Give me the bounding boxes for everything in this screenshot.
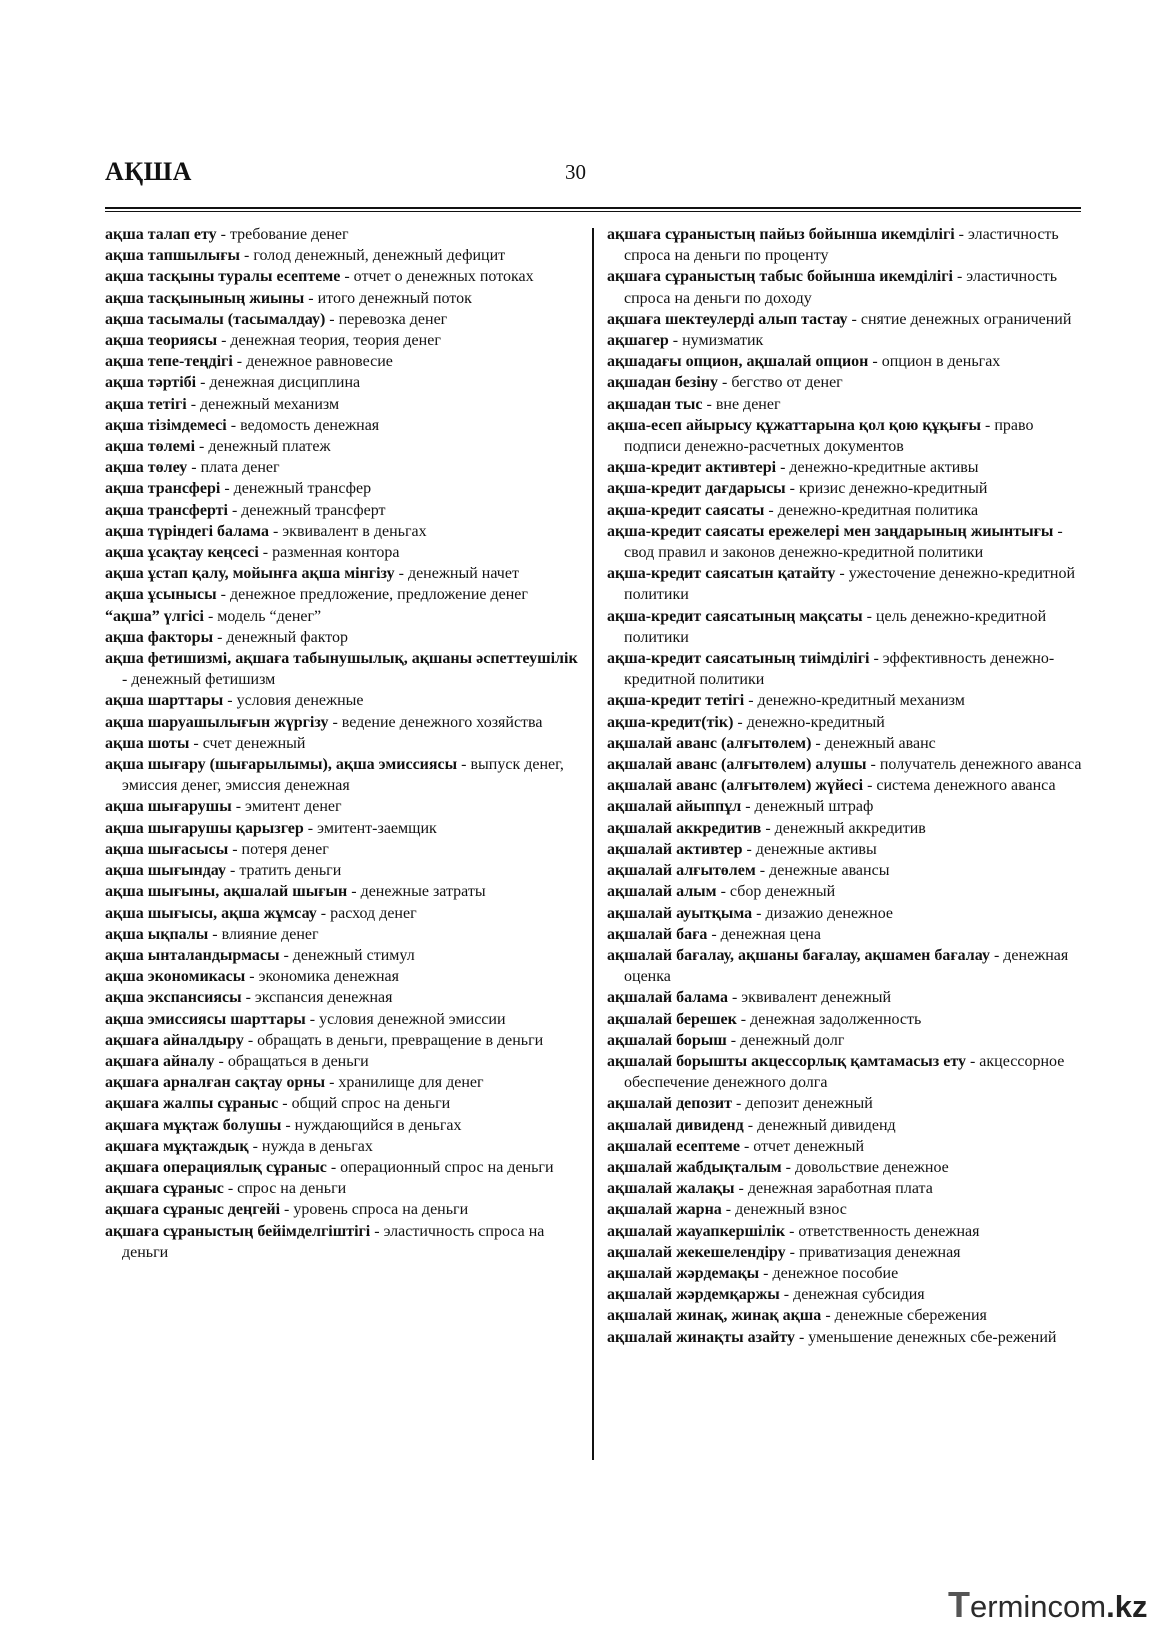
left-column: [105, 224, 581, 1263]
entry-term: ақша-кредит тетігі: [607, 692, 745, 710]
entry-term: ақшалай дивиденд: [607, 1116, 744, 1134]
dictionary-entry: [607, 457, 1083, 478]
entry-term: ақшаға арналған сақтау орны: [105, 1074, 326, 1092]
entry-term: ақшаға сұраныстың пайыз бойынша икемділігі: [607, 226, 955, 243]
entry-term: ақша шарттары: [105, 692, 224, 710]
dictionary-entry: [607, 690, 1083, 711]
entry-definition: - денежный фактор: [213, 628, 349, 646]
entry-definition: - денежная дисциплина: [196, 374, 361, 392]
entry-definition: - денежный механизм: [186, 395, 340, 413]
entry-definition: - денежная теория, теория денег: [217, 332, 441, 350]
dictionary-entry: [105, 563, 581, 584]
entry-term: ақшаға мұқтаж болушы: [105, 1116, 282, 1134]
entry-definition: - денежная оценка: [624, 946, 1069, 986]
entry-definition: - влияние денег: [208, 925, 319, 943]
entry-definition: - денежный фетишизм: [122, 671, 276, 689]
dictionary-entry: [105, 754, 581, 796]
entry-term: ақша-кредит саясатының мақсаты: [607, 607, 863, 625]
entry-term: ақшалай жекешелендіру: [607, 1243, 786, 1261]
dictionary-entry: [607, 1136, 1083, 1157]
entry-definition: - ответственность денежная: [785, 1222, 980, 1240]
dictionary-entry: [607, 372, 1083, 393]
entry-term: ақша тапшылығы: [105, 247, 241, 265]
entry-term: ақшалай айыппұл: [607, 798, 742, 816]
entry-definition: - денежно-кредитный механизм: [744, 692, 965, 710]
entry-definition: - денежная субсидия: [779, 1286, 925, 1304]
entry-term: ақшалай активтер: [607, 840, 743, 858]
entry-term: ақша төлеу: [105, 459, 188, 477]
dictionary-entry: [607, 1009, 1083, 1030]
entry-definition: - денежное равновесие: [232, 353, 393, 371]
entry-definition: - денежный взнос: [721, 1201, 847, 1219]
entry-term: ақшадағы опцион, ақшалай опцион: [607, 353, 869, 371]
entry-term: ақшаға айналу: [105, 1052, 215, 1070]
dictionary-entry: [607, 648, 1083, 690]
dictionary-entry: [105, 330, 581, 351]
dictionary-entry: [105, 500, 581, 521]
header-rule: [105, 207, 1081, 209]
entry-definition: - право подписи денежно-расчетных документов: [624, 416, 1034, 456]
entry-definition: - счет денежный: [189, 734, 306, 752]
entry-definition: - итого денежный поток: [304, 289, 472, 307]
dictionary-entry: [105, 796, 581, 817]
dictionary-entry: [105, 924, 581, 945]
dictionary-entry: [105, 606, 581, 627]
entry-definition: - требование денег: [216, 226, 349, 243]
dictionary-entry: [105, 881, 581, 902]
dictionary-entry: [105, 987, 581, 1008]
entry-term: ақшаға сұраныс деңгейі: [105, 1201, 281, 1219]
entry-definition: - эмитент-заемщик: [303, 819, 437, 837]
dictionary-entry: [607, 1178, 1083, 1199]
entry-definition: - потеря денег: [228, 840, 329, 858]
dictionary-entry: [105, 521, 581, 542]
entry-term: ақшалай аванс (алғытөлем): [607, 734, 812, 752]
dictionary-entry: [105, 966, 581, 987]
entry-definition: - перевозка денег: [325, 310, 448, 328]
entry-term: ақша шығысы, ақша жұмсау: [105, 904, 317, 922]
entry-term: ақшалай аккредитив: [607, 819, 762, 837]
entry-term: ақша шығарушы: [105, 798, 232, 816]
right-column: [607, 224, 1083, 1348]
entry-definition: - обращать в деньги, превращение в деньги: [243, 1031, 544, 1049]
entry-definition: - денежный штраф: [741, 798, 874, 816]
entry-term: ақша ұсынысы: [105, 586, 217, 604]
entry-definition: - нужда в деньгах: [248, 1137, 373, 1155]
entry-term: ақша тәртібі: [105, 374, 197, 392]
entry-term: ақшаға мұқтаждық: [105, 1137, 249, 1155]
entry-term: ақша тасымалы (тасымалдау): [105, 310, 326, 328]
dictionary-entry: [105, 478, 581, 499]
dictionary-entry: [607, 1284, 1083, 1305]
dictionary-entry: [105, 1178, 581, 1199]
entry-definition: - денежный долг: [726, 1031, 845, 1049]
entry-term: ақшалай жәрдемақы: [607, 1264, 760, 1282]
entry-term: ақша шығыны, ақшалай шығын: [105, 883, 348, 901]
entry-definition: - эластичность спроса на деньги по доходу: [624, 268, 1058, 307]
entry-term: ақша трансфері: [105, 480, 221, 498]
dictionary-entry: [105, 372, 581, 393]
dictionary-entry: [607, 266, 1083, 308]
entry-term: ақша-кредит саясатын қатайту: [607, 565, 836, 583]
dictionary-entry: [105, 1009, 581, 1030]
entry-term: ақша трансферті: [105, 501, 228, 519]
dictionary-entry: [607, 351, 1083, 372]
entry-definition: - общий спрос на деньги: [278, 1095, 451, 1113]
entry-term: ақшаға сұраныс: [105, 1180, 224, 1198]
entry-term: “ақша” үлгісі: [105, 607, 204, 625]
entry-definition: - вне денег: [702, 395, 781, 413]
entry-definition: - денежный стимул: [279, 946, 415, 964]
dictionary-entry: [607, 733, 1083, 754]
entry-term: ақшалай жәрдемқаржы: [607, 1286, 780, 1304]
dictionary-entry: [105, 712, 581, 733]
entry-definition: - расход денег: [316, 904, 417, 922]
entry-term: ақша-кредит(тік): [607, 713, 734, 731]
dictionary-entry: [105, 1136, 581, 1157]
dictionary-entry: [607, 796, 1083, 817]
entry-definition: - денежные авансы: [755, 862, 890, 880]
dictionary-entry: [607, 1093, 1083, 1114]
entry-term: ақша тепе-теңдігі: [105, 353, 233, 371]
entry-term: ақшалай бағалау, ақшаны бағалау, ақшамен бағалау: [607, 946, 990, 964]
dictionary-entry: [607, 1242, 1083, 1263]
entry-definition: - денежно-кредитный: [733, 713, 885, 731]
entry-term: ақша тетігі: [105, 395, 187, 413]
entry-term: ақшалай аванс (алғытөлем) алушы: [607, 756, 867, 774]
entry-term: ақша тасқыны туралы есептеме: [105, 268, 341, 286]
entry-definition: - выпуск денег, эмиссия денег, эмиссия денежная: [122, 756, 564, 795]
entry-term: ақшаға айналдыру: [105, 1031, 244, 1049]
entry-term: ақша ықпалы: [105, 925, 209, 943]
entry-definition: - денежный платеж: [195, 438, 331, 456]
entry-term: ақша шаруашылығын жүргізу: [105, 713, 329, 731]
dictionary-entry: [105, 415, 581, 436]
dictionary-entry: [105, 1072, 581, 1093]
entry-term: ақша шығару (шығарылымы), ақша эмиссиясы: [105, 756, 458, 774]
entry-term: ақша-кредит саясаты: [607, 501, 765, 519]
entry-definition: - отчет о денежных потоках: [340, 268, 534, 286]
dictionary-entry: [607, 563, 1083, 605]
dictionary-entry: [607, 1115, 1083, 1136]
entry-definition: - денежная цена: [707, 925, 821, 943]
entry-term: ақша-кредит дағдарысы: [607, 480, 786, 498]
dictionary-entry: [607, 394, 1083, 415]
entry-definition: - денежные сбережения: [821, 1307, 987, 1325]
dictionary-entry: [607, 818, 1083, 839]
dictionary-entry: [607, 478, 1083, 499]
entry-term: ақшаға шектеулерді алып тастау: [607, 310, 848, 328]
entry-definition: - свод правил и законов денежно-кредитной политики: [624, 522, 1063, 562]
entry-definition: - уровень спроса на деньги: [280, 1201, 469, 1219]
entry-definition: - тратить деньги: [225, 862, 342, 880]
dictionary-entry: [105, 1115, 581, 1136]
dictionary-entry: [105, 1199, 581, 1220]
dictionary-entry: [607, 1263, 1083, 1284]
entry-term: ақша тасқынының жиыны: [105, 289, 305, 307]
dictionary-entry: [607, 606, 1083, 648]
entry-term: ақша-есеп айырысу құжаттарына қол қою құқығы: [607, 416, 982, 434]
entry-term: ақшалай баға: [607, 925, 708, 943]
entry-definition: - ведение денежного хозяйства: [328, 713, 543, 731]
entry-definition: - нуждающийся в деньгах: [281, 1116, 462, 1134]
entry-term: ақша талап ету: [105, 226, 217, 243]
entry-term: ақшагер: [607, 332, 669, 350]
entry-definition: - акцессорное обеспечение денежного долга: [624, 1052, 1065, 1092]
entry-term: ақша эмиссиясы шарттары: [105, 1010, 306, 1028]
entry-definition: - опцион в деньгах: [868, 353, 1001, 371]
entry-term: ақшалай ауытқыма: [607, 904, 753, 922]
dictionary-entry: [105, 245, 581, 266]
entry-definition: - бегство от денег: [718, 374, 843, 392]
dictionary-entry: [105, 288, 581, 309]
entry-term: ақша шығындау: [105, 862, 226, 880]
entry-term: ақша-кредит активтері: [607, 459, 777, 477]
entry-definition: - эквивалент денежный: [727, 989, 892, 1007]
dictionary-entry: [607, 754, 1083, 775]
entry-term: ақша түріндегі балама: [105, 522, 269, 540]
dictionary-entry: [607, 309, 1083, 330]
dictionary-entry: [607, 945, 1083, 987]
dictionary-entry: [105, 457, 581, 478]
entry-definition: - разменная контора: [258, 544, 400, 562]
entry-definition: - сбор денежный: [716, 883, 836, 901]
entry-definition: - операционный спрос на деньги: [326, 1158, 554, 1176]
entry-term: ақшалай депозит: [607, 1095, 732, 1113]
dictionary-entry: [607, 1327, 1083, 1348]
dictionary-entry: [607, 500, 1083, 521]
dictionary-entry: [105, 584, 581, 605]
entry-definition: - денежная задолженность: [736, 1010, 922, 1028]
entry-definition: - денежно-кредитные активы: [776, 459, 979, 477]
entry-term: ақшалай балама: [607, 989, 728, 1007]
entry-definition: - денежный аванс: [811, 734, 936, 752]
dictionary-entry: [105, 1221, 581, 1263]
entry-definition: - эластичность спроса на деньги: [122, 1222, 545, 1261]
entry-definition: - денежный дивиденд: [743, 1116, 896, 1134]
dictionary-entry: [607, 1305, 1083, 1326]
entry-term: ақша тізімдемесі: [105, 416, 227, 434]
entry-term: ақша шығарушы қарызгер: [105, 819, 304, 837]
dictionary-entry: [105, 351, 581, 372]
dictionary-entry: [105, 1157, 581, 1178]
dictionary-entry: [607, 712, 1083, 733]
entry-definition: - плата денег: [187, 459, 280, 477]
entry-term: ақшалай алым: [607, 883, 717, 901]
dictionary-entry: [607, 1199, 1083, 1220]
entry-term: ақшалай жарна: [607, 1201, 722, 1219]
entry-definition: - ужесточение денежно-кредитной политики: [624, 565, 1076, 604]
entry-definition: - дизажио денежное: [752, 904, 893, 922]
entry-term: ақша-кредит саясатының тиімділігі: [607, 650, 870, 668]
entry-term: ақша теориясы: [105, 332, 218, 350]
entry-definition: - денежная заработная плата: [734, 1180, 933, 1198]
dictionary-entry: [607, 521, 1083, 563]
dictionary-entry: [607, 415, 1083, 457]
entry-definition: - денежный начет: [394, 565, 519, 583]
entry-definition: - ведомость денежная: [226, 416, 380, 434]
dictionary-entry: [607, 903, 1083, 924]
entry-definition: - цель денежно-кредитной политики: [624, 607, 1047, 646]
entry-definition: - система денежного аванса: [863, 777, 1056, 795]
entry-term: ақша экспансиясы: [105, 989, 242, 1007]
entry-definition: - условия денежной эмиссии: [305, 1010, 506, 1028]
entry-definition: - эффективность денежно-кредитной политики: [624, 650, 1055, 689]
entry-term: ақша экономикасы: [105, 968, 246, 986]
entry-term: ақшалай жауапкершілік: [607, 1222, 786, 1240]
entry-definition: - эквивалент в деньгах: [268, 522, 427, 540]
header-rule-thin: [105, 211, 1081, 212]
dictionary-entry: [607, 1051, 1083, 1093]
dictionary-entry: [607, 1030, 1083, 1051]
entry-definition: - эмитент денег: [231, 798, 342, 816]
entry-term: ақша-кредит саясаты ережелері мен заңдарының жиынтығы: [607, 522, 1054, 540]
entry-term: ақша төлемі: [105, 438, 196, 456]
entry-definition: - модель “денег”: [203, 607, 322, 625]
entry-definition: - обращаться в деньги: [214, 1052, 369, 1070]
entry-definition: - экономика денежная: [245, 968, 399, 986]
dictionary-entry: [105, 860, 581, 881]
dictionary-entry: [105, 627, 581, 648]
dictionary-entry: [607, 775, 1083, 796]
entry-definition: - денежно-кредитная политика: [764, 501, 979, 519]
entry-definition: - кризис денежно-кредитный: [785, 480, 988, 498]
entry-definition: - денежные активы: [742, 840, 877, 858]
entry-definition: - уменьшение денежных сбе-режений: [794, 1328, 1057, 1346]
entry-term: ақшалай берешек: [607, 1010, 737, 1028]
dictionary-entry: [607, 860, 1083, 881]
dictionary-entry: [105, 1051, 581, 1072]
column-divider: [592, 228, 594, 1460]
dictionary-entry: [105, 224, 581, 245]
entry-definition: - спрос на деньги: [223, 1180, 347, 1198]
dictionary-entry: [607, 224, 1083, 266]
dictionary-entry: [105, 1030, 581, 1051]
entry-term: ақша факторы: [105, 628, 214, 646]
page-number: 30: [565, 160, 586, 184]
entry-term: ақша ұстап қалу, мойынға ақша мінгізу: [105, 565, 395, 583]
entry-definition: - экспансия денежная: [241, 989, 393, 1007]
entry-term: ақшалай аванс (алғытөлем) жүйесі: [607, 777, 864, 795]
dictionary-entry: [607, 839, 1083, 860]
entry-term: ақшалай борышты акцессорлық қамтамасыз ету: [607, 1052, 966, 1070]
entry-definition: - денежное предложение, предложение денег: [216, 586, 528, 604]
dictionary-entry: [105, 903, 581, 924]
dictionary-entry: [607, 330, 1083, 351]
entry-term: ақшадан тыс: [607, 395, 703, 413]
dictionary-entry: [105, 266, 581, 287]
entry-definition: - условия денежные: [223, 692, 364, 710]
entry-definition: - снятие денежных ограничений: [847, 310, 1072, 328]
dictionary-entry: [105, 733, 581, 754]
entry-term: ақшадан безіну: [607, 374, 719, 392]
dictionary-entry: [105, 542, 581, 563]
entry-definition: - довольствие денежное: [781, 1158, 949, 1176]
entry-definition: - денежный аккредитив: [761, 819, 926, 837]
entry-definition: - нумизматик: [668, 332, 764, 350]
dictionary-entry: [105, 648, 581, 690]
entry-definition: - хранилище для денег: [325, 1074, 484, 1092]
dictionary-entry: [105, 945, 581, 966]
entry-definition: - денежный трансфер: [220, 480, 372, 498]
entry-term: ақша шығасысы: [105, 840, 229, 858]
entry-term: ақшалай жинақ, жинақ ақша: [607, 1307, 822, 1325]
entry-term: ақша фетишизмі, ақшаға табынушылық, ақшаны әспеттеушілік: [105, 650, 578, 668]
dictionary-entry: [105, 818, 581, 839]
entry-term: ақшалай алғытөлем: [607, 862, 756, 880]
entry-definition: - денежный трансферт: [227, 501, 386, 519]
entry-term: ақшаға сұраныстың табыс бойынша икемділігі: [607, 268, 953, 286]
entry-term: ақша шоты: [105, 734, 190, 752]
entry-term: ақшаға жалпы сұраныс: [105, 1095, 279, 1113]
page-header-title: АҚША: [105, 157, 192, 186]
entry-definition: - денежные затраты: [347, 883, 486, 901]
dictionary-entry: [105, 690, 581, 711]
entry-term: ақшалай жинақты азайту: [607, 1328, 795, 1346]
dictionary-entry: [105, 309, 581, 330]
entry-term: ақшалай есептеме: [607, 1137, 740, 1155]
entry-term: ақшалай жалақы: [607, 1180, 735, 1198]
dictionary-entry: [607, 881, 1083, 902]
dictionary-entry: [105, 394, 581, 415]
dictionary-entry: [105, 1093, 581, 1114]
entry-definition: - голод денежный, денежный дефицит: [240, 247, 506, 265]
entry-term: ақша ұсақтау кеңсесі: [105, 544, 259, 562]
dictionary-entry: [607, 987, 1083, 1008]
entry-definition: - эластичность спроса на деньги по проценту: [624, 226, 1059, 265]
entry-definition: - денежное пособие: [759, 1264, 899, 1282]
entry-term: ақша ынталандырмасы: [105, 946, 280, 964]
entry-definition: - отчет денежный: [739, 1137, 865, 1155]
dictionary-entry: [105, 839, 581, 860]
entry-definition: - получатель денежного аванса: [866, 756, 1082, 774]
entry-term: ақшаға сұраныстың бейімделгіштігі: [105, 1222, 371, 1240]
entry-term: ақшаға операциялық сұраныс: [105, 1158, 327, 1176]
entry-definition: - депозит денежный: [731, 1095, 873, 1113]
entry-definition: - приватизация денежная: [785, 1243, 961, 1261]
entry-term: ақшалай борыш: [607, 1031, 727, 1049]
dictionary-entry: [607, 1157, 1083, 1178]
termincom-logo-watermark: Termincom.kz: [948, 1584, 1148, 1625]
dictionary-entry: [607, 924, 1083, 945]
dictionary-entry: [105, 436, 581, 457]
dictionary-entry: [607, 1221, 1083, 1242]
entry-term: ақшалай жабдықталым: [607, 1158, 782, 1176]
